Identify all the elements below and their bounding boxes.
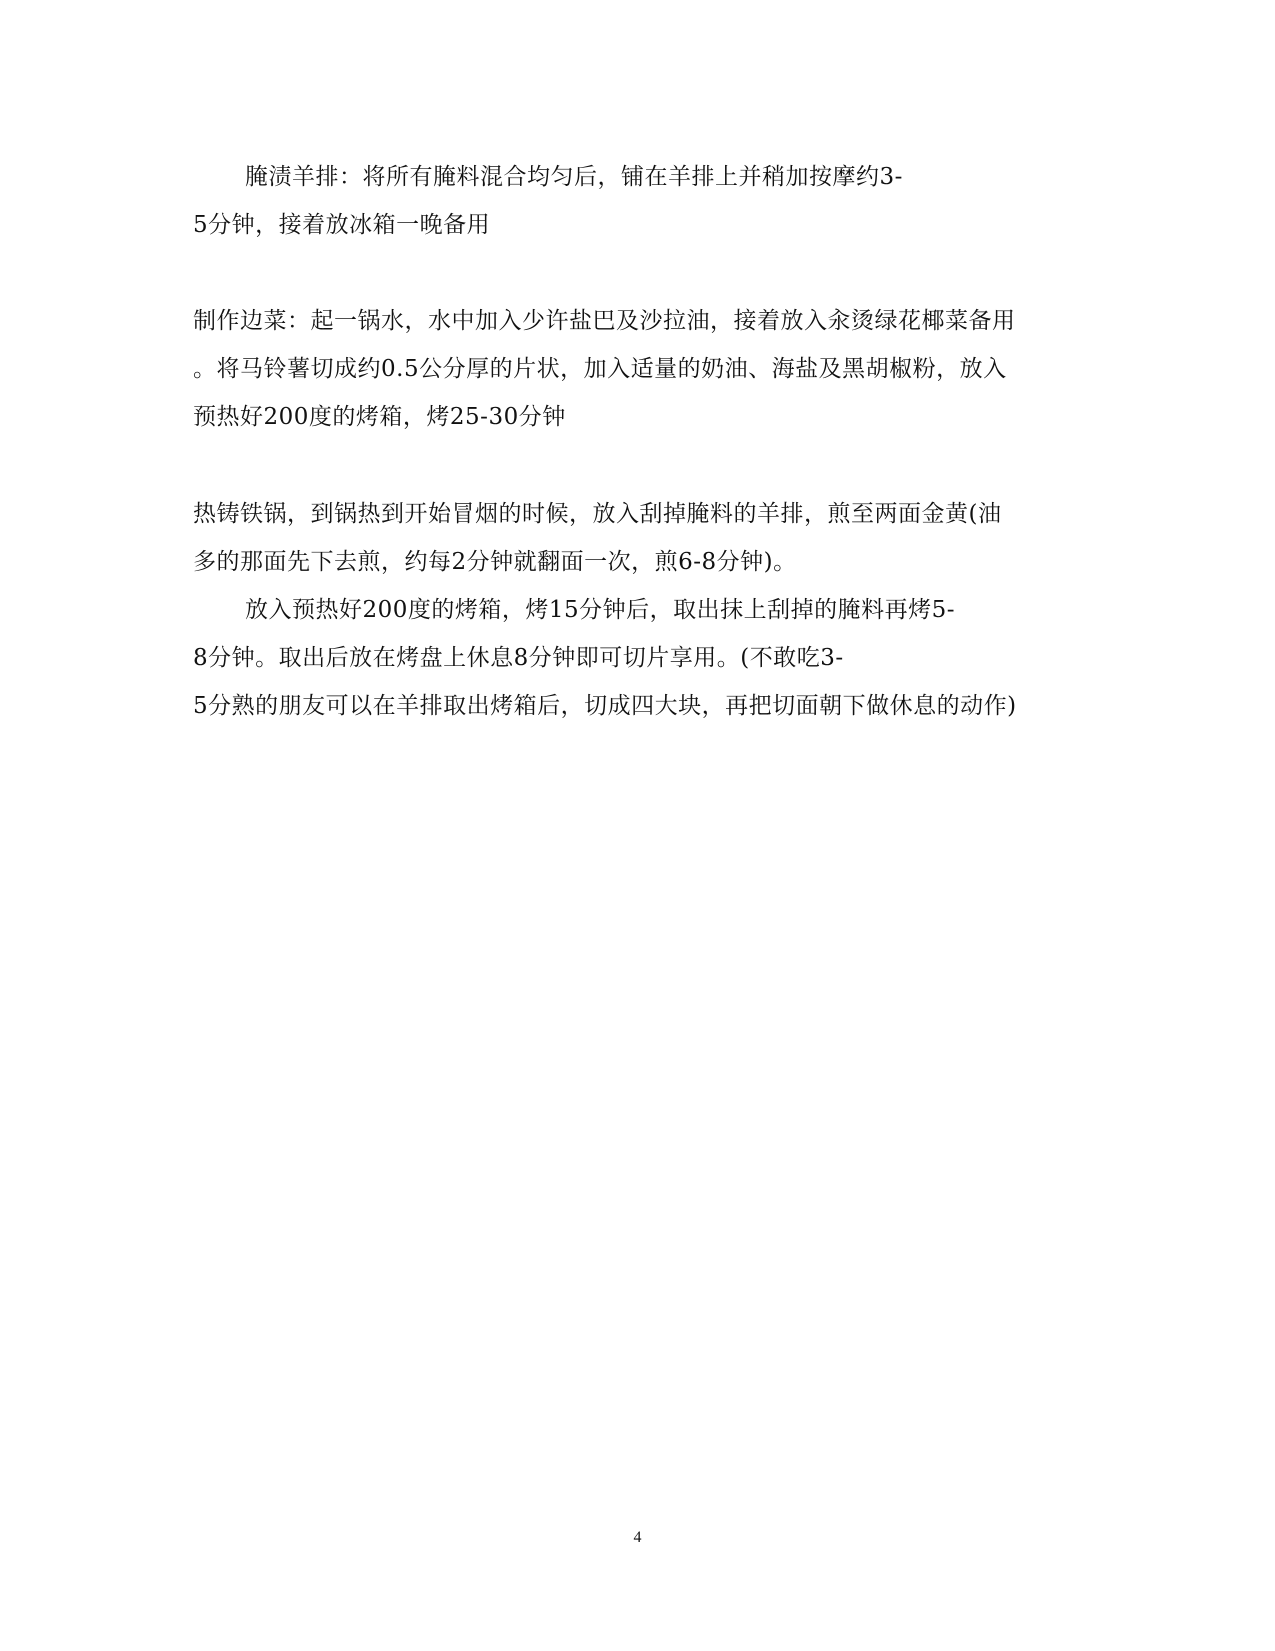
paragraph-side-dish-line-3: 预热好200度的烤箱，烤25-30分钟	[193, 404, 566, 430]
paragraph-side-dish-line-2: 。将马铃薯切成约0.5公分厚的片状，加入适量的奶油、海盐及黑胡椒粉，放入	[193, 356, 1007, 382]
paragraph-sear-line-2: 多的那面先下去煎，约每2分钟就翻面一次，煎6-8分钟)。	[193, 549, 797, 575]
page-number: 4	[633, 1529, 642, 1546]
paragraph-marinate-line-2: 5分钟，接着放冰箱一晚备用	[193, 212, 491, 238]
paragraph-sear-line-1: 热铸铁锅，到锅热到开始冒烟的时候，放入刮掉腌料的羊排，煎至两面金黄(油	[193, 501, 1002, 527]
paragraph-side-dish-line-1: 制作边菜：起一锅水，水中加入少许盐巴及沙拉油，接着放入汆烫绿花椰菜备用	[193, 308, 1016, 334]
paragraph-roast-line-1: 放入预热好200度的烤箱，烤15分钟后，取出抹上刮掉的腌料再烤5-	[245, 597, 956, 623]
paragraph-roast-line-3: 5分熟的朋友可以在羊排取出烤箱后，切成四大块，再把切面朝下做休息的动作)	[193, 693, 1017, 719]
paragraph-roast-line-2: 8分钟。取出后放在烤盘上休息8分钟即可切片享用。(不敢吃3-	[193, 645, 844, 671]
paragraph-marinate-line-1: 腌渍羊排：将所有腌料混合均匀后，铺在羊排上并稍加按摩约3-	[245, 164, 903, 190]
